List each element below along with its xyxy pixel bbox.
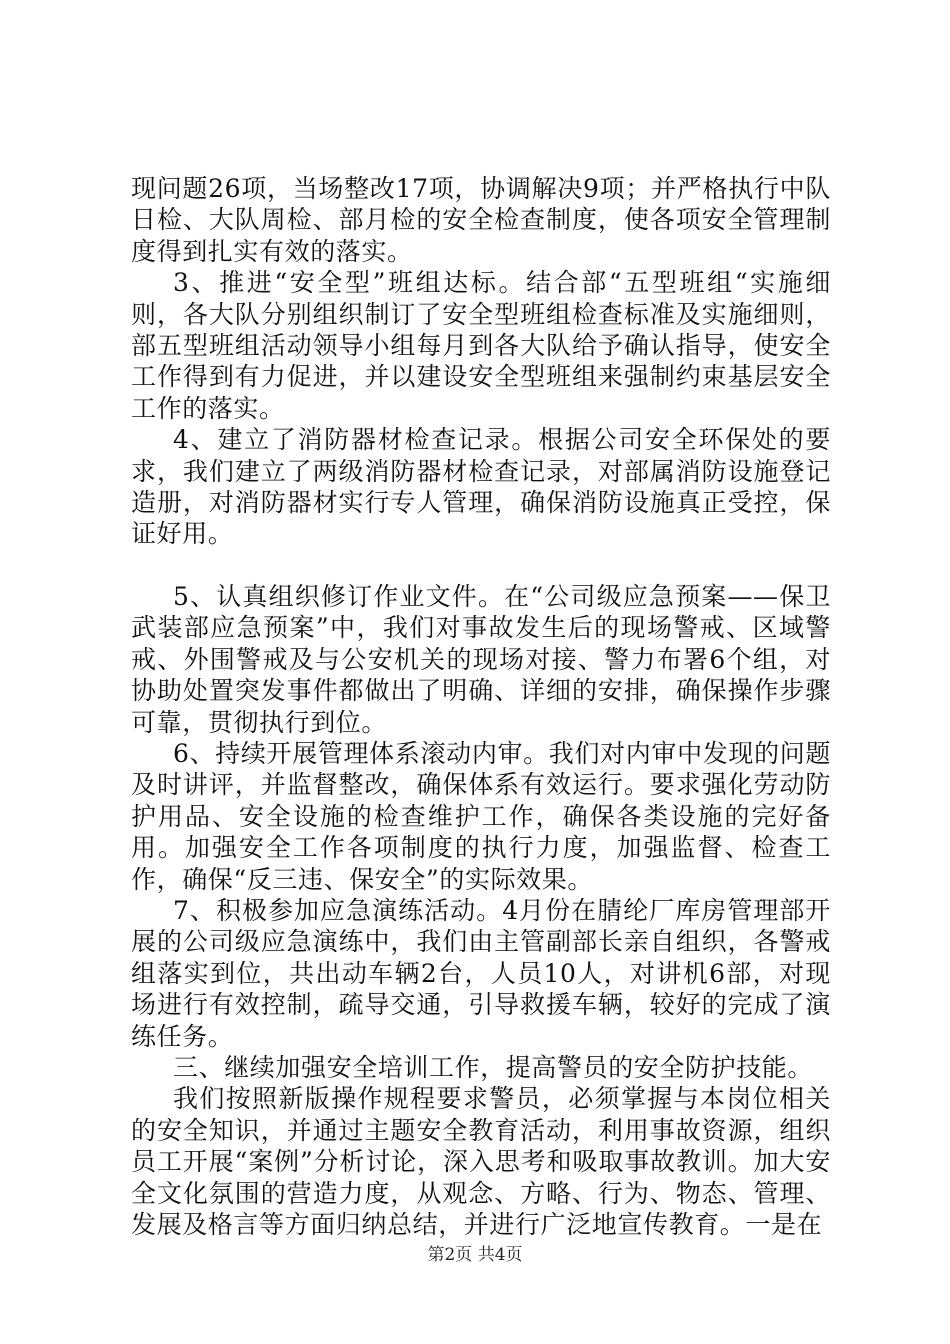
paragraph-item-4: 4、建立了消防器材检查记录。根据公司安全环保处的要求，我们建立了两级消防器材检查记录，对部属消防设施登记造册，对消防器材实行专人管理，确保消防设施真正受控，保证好用。 <box>131 425 831 549</box>
paragraph-item-7: 7、积极参加应急演练活动。4月份在腈纶厂库房管理部开展的公司级应急演练中，我们由主管副部长亲自组织，各警戒组落实到位，共出动车辆2台，人员10人，对讲机6部，对现场进行有效控制，疏导交通，引导救援车辆，较好的完成了演练任务。 <box>131 895 831 1051</box>
paragraph-item-3: 3、推进“安全型”班组达标。结合部“五型班组“实施细则，各大队分别组织制订了安全型班组检查标准及实施细则，部五型班组活动领导小组每月到各大队给予确认指导，使安全工作得到有力促进，并以建设安全型班组来强制约束基层安全工作的落实。 <box>131 268 831 423</box>
section-heading-3: 三、继续加强安全培训工作，提高警员的安全防护技能。 <box>173 1052 814 1082</box>
paragraph-item-5: 5、认真组织修订作业文件。在“公司级应急预案——保卫武装部应急预案”中，我们对事故发生后的现场警戒、区域警戒、外围警戒及与公安机关的现场对接、警力布署6个组，对协助处置突发事件都做出了明确、详细的安排，确保操作步骤可靠，贯彻执行到位。 <box>131 581 831 737</box>
paragraph-training: 我们按照新版操作规程要求警员，必须掌握与本岗位相关的安全知识，并通过主题安全教育活动，利用事故资源，组织员工开展“案例”分析讨论，深入思考和吸取事故教训。加大安全文化氛围的营造力度，从观念、方略、行为、物态、管理、发展及格言等方面归纳总结，并进行广泛地宣传教育。一是在 <box>131 1084 831 1239</box>
paragraph-item-6: 6、持续开展管理体系滚动内审。我们对内审中发现的问题及时讲评，并监督整改，确保体系有效运行。要求强化劳动防护用品、安全设施的检查维护工作，确保各类设施的完好备用。加强安全工作各项制度的执行力度，加强监督、检查工作，确保“反三违、保安全”的实际效果。 <box>131 738 831 894</box>
document-body <box>131 173 831 1240</box>
page-footer: 第2页 共4页 <box>427 1245 523 1265</box>
paragraph-continuation: 现问题26项，当场整改17项，协调解决9项；并严格执行中队日检、大队周检、部月检的安全检查制度，使各项安全管理制度得到扎实有效的落实。 <box>131 174 831 266</box>
